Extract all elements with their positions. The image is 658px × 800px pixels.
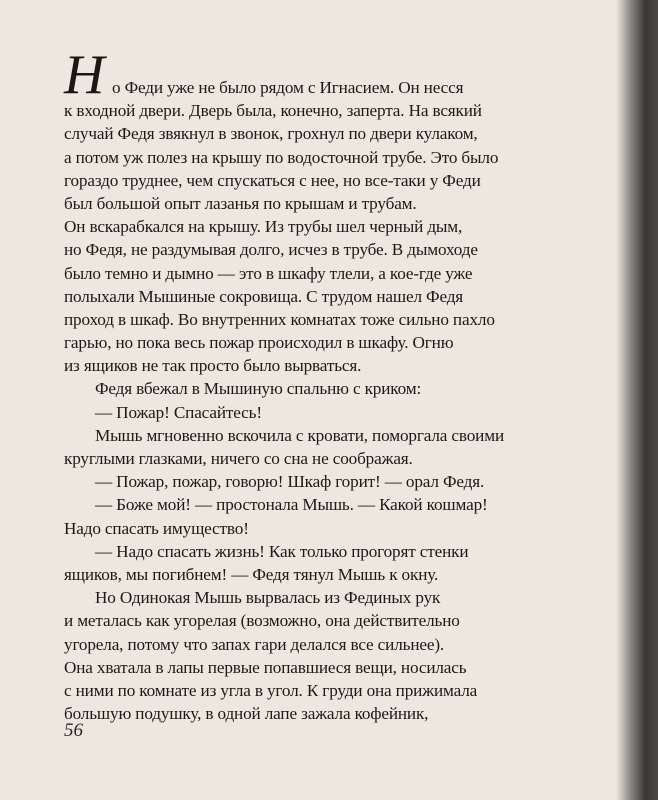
text-line: — Пожар, пожар, говорю! Шкаф горит! — орал Федя. [95,472,485,492]
text-line: Она хватала в лапы первые попавшиеся вещи, носилась [64,657,467,677]
text-line: — Пожар! Спасайтесь! [95,402,262,422]
book-spine-shadow [616,0,658,800]
text-line: и металась как угорелая (возможно, она действительно [64,611,460,631]
text-line: а потом уж полез на крышу по водосточной трубе. Это было [64,147,499,167]
text-line: Он вскарабкался на крышу. Из трубы шел черный дым, [64,217,463,237]
text-line: случай Федя звякнул в звонок, грохнул по двери кулаком, [64,124,478,144]
text-line: но Федя, не раздумывая долго, исчез в трубе. В дымоходе [64,240,478,260]
text-line: из ящиков не так просто было вырваться. [64,356,362,376]
text-line: Надо спасать имущество! [64,518,249,538]
text-line: угорела, потому что запах гари делался все сильнее). [64,634,445,654]
text-line: Но Одинокая Мышь вырвалась из Фединых рук [95,588,441,608]
text-line: большую подушку, в одной лапе зажала кофейник, [64,704,429,724]
text-line: к входной двери. Дверь была, конечно, заперта. На всякий [64,101,482,121]
text-line: полыхали Мышиные сокровища. С трудом нашел Федя [64,286,464,306]
first-line [64,44,612,106]
text-line: гораздо труднее, чем спускаться с нее, но все-таки у Феди [64,170,481,190]
text-line: проход в шкаф. Во внутренних комнатах тоже сильно пахло [64,309,495,329]
text-line: был большой опыт лазанья по крышам и трубам. [64,193,417,213]
page-number: 56 [64,720,83,741]
drop-cap: Н [64,44,105,106]
paragraph-lines [64,99,612,725]
text-line: — Боже мой! — простонала Мышь. — Какой кошмар! [95,495,488,515]
text-line: ящиков, мы погибнем! — Федя тянул Мышь к окну. [64,564,439,584]
text-line: гарью, но пока весь пожар происходил в шкафу. Огню [64,333,454,353]
text-line: с ними по комнате из угла в угол. К груди она прижимала [64,680,478,700]
text-line: круглыми глазками, ничего со сна не соображая. [64,449,413,468]
text-line: Мышь мгновенно вскочила с кровати, поморгала своими [95,425,505,445]
text-line: — Надо спасать жизнь! Как только прогорят стенки [95,541,469,561]
body-text [64,44,612,725]
first-line-text: о Феди уже не было рядом с Игнасием. Он несся [112,78,464,97]
text-line: Федя вбежал в Мышиную спальню с криком: [95,379,422,399]
text-line: было темно и дымно — это в шкафу тлели, а кое-где уже [64,263,473,283]
